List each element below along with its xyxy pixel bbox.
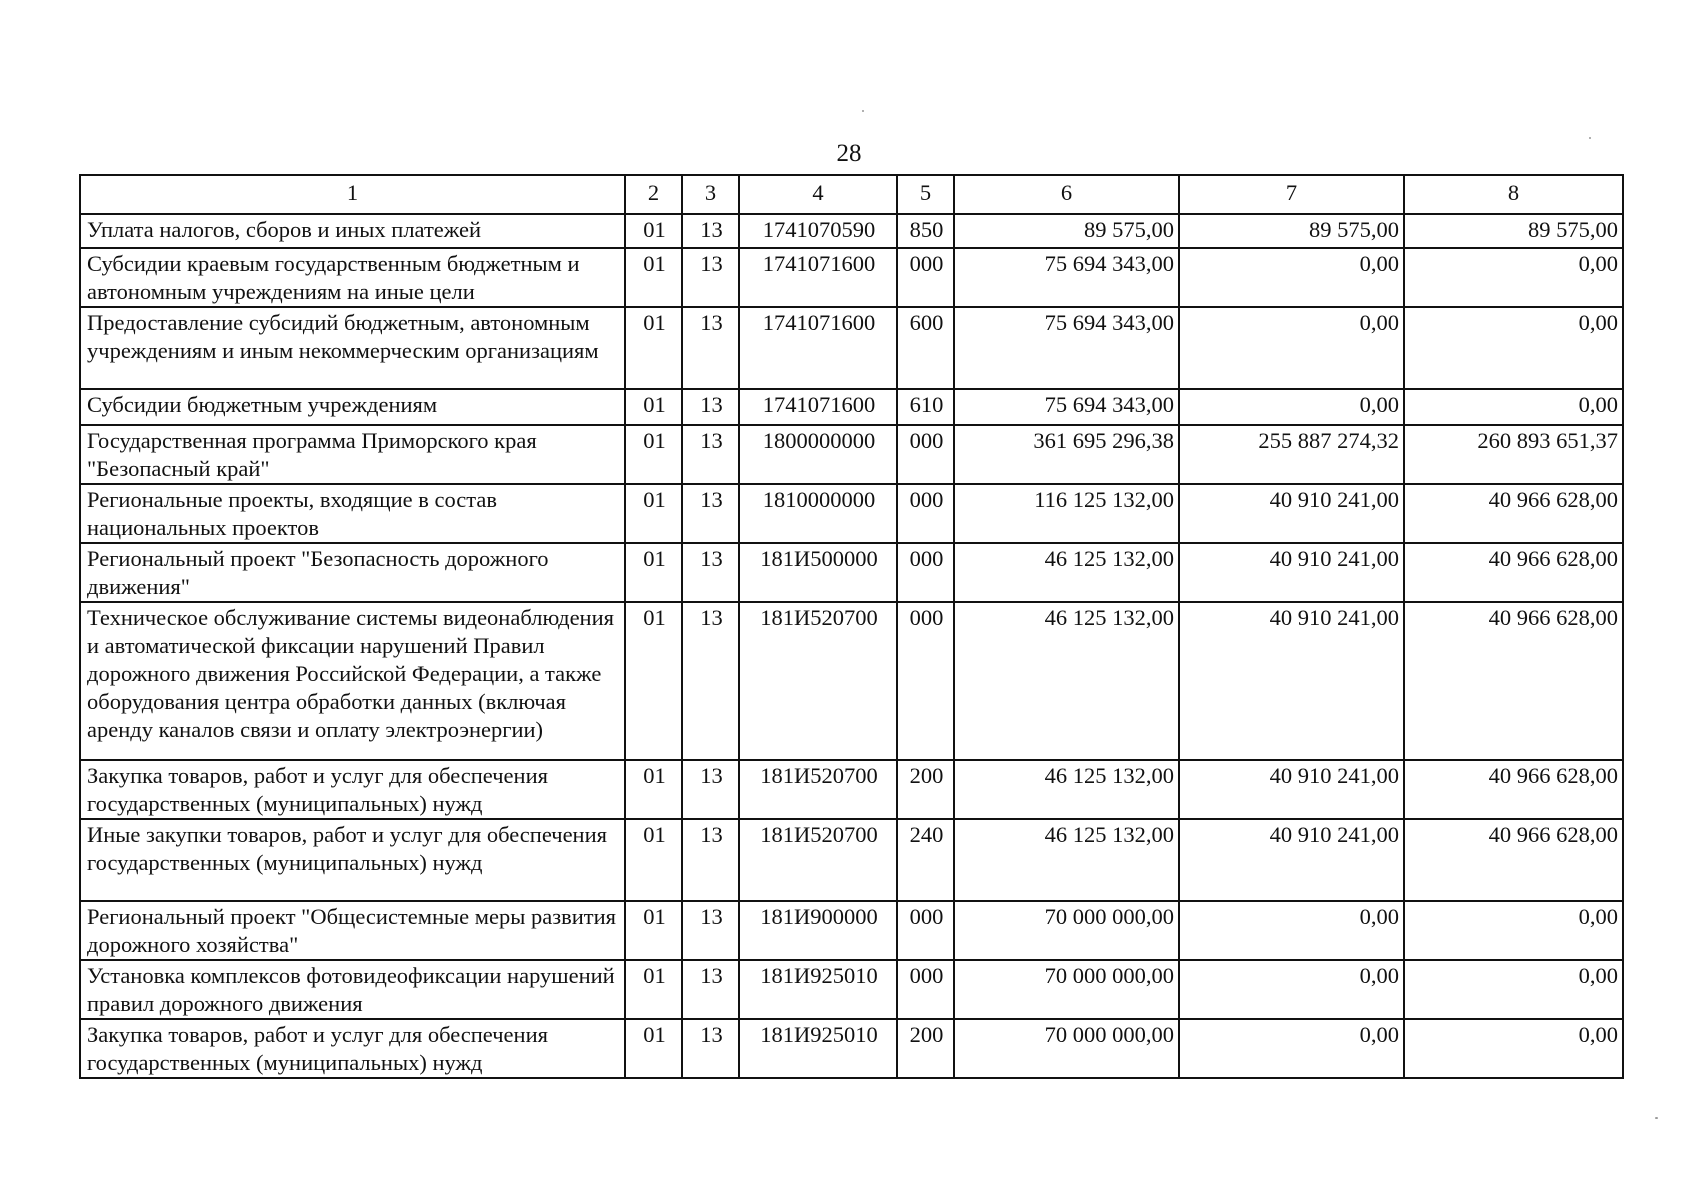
expense-type-cell: 600 bbox=[897, 307, 954, 389]
amount-col6-cell: 75 694 343,00 bbox=[954, 307, 1179, 389]
amount-col7-cell: 40 910 241,00 bbox=[1179, 819, 1404, 901]
amount-col8-cell: 40 966 628,00 bbox=[1404, 819, 1623, 901]
column-header: 6 bbox=[954, 175, 1179, 214]
subsection-code-cell: 13 bbox=[682, 214, 739, 248]
amount-col6-cell: 75 694 343,00 bbox=[954, 389, 1179, 425]
amount-col6-cell: 70 000 000,00 bbox=[954, 960, 1179, 1019]
section-code-cell: 01 bbox=[625, 214, 682, 248]
subsection-code-cell: 13 bbox=[682, 602, 739, 760]
table-row bbox=[80, 960, 1623, 1019]
section-code-cell: 01 bbox=[625, 1019, 682, 1078]
row-name-cell: Закупка товаров, работ и услуг для обеспечения государственных (муниципальных) нужд bbox=[80, 760, 625, 819]
expense-type-cell: 240 bbox=[897, 819, 954, 901]
row-name-cell: Техническое обслуживание системы видеонаблюдения и автоматической фиксации нарушений Правил дорожного движения Российской Федерации, а также оборудования центра обработки данных (включая аренду каналов связи и оплату электроэнергии) bbox=[80, 602, 625, 760]
amount-col8-cell: 0,00 bbox=[1404, 960, 1623, 1019]
subsection-code-cell: 13 bbox=[682, 960, 739, 1019]
row-name-cell: Региональные проекты, входящие в состав национальных проектов bbox=[80, 484, 625, 543]
amount-col6-cell: 46 125 132,00 bbox=[954, 760, 1179, 819]
table-row bbox=[80, 307, 1623, 389]
amount-col7-cell: 0,00 bbox=[1179, 248, 1404, 307]
subsection-code-cell: 13 bbox=[682, 1019, 739, 1078]
table-row bbox=[80, 901, 1623, 960]
section-code-cell: 01 bbox=[625, 307, 682, 389]
table-row bbox=[80, 248, 1623, 307]
page-number: 28 bbox=[836, 140, 862, 167]
subsection-code-cell: 13 bbox=[682, 543, 739, 602]
table-row bbox=[80, 484, 1623, 543]
target-article-cell: 1741071600 bbox=[739, 389, 897, 425]
subsection-code-cell: 13 bbox=[682, 819, 739, 901]
column-header: 8 bbox=[1404, 175, 1623, 214]
expense-type-cell: 000 bbox=[897, 484, 954, 543]
amount-col7-cell: 40 910 241,00 bbox=[1179, 760, 1404, 819]
table-row bbox=[80, 425, 1623, 484]
subsection-code-cell: 13 bbox=[682, 901, 739, 960]
target-article-cell: 181И520700 bbox=[739, 760, 897, 819]
table-row bbox=[80, 602, 1623, 760]
target-article-cell: 1810000000 bbox=[739, 484, 897, 543]
row-name-cell: Региональный проект "Безопасность дорожного движения" bbox=[80, 543, 625, 602]
row-name-cell: Региональный проект "Общесистемные меры развития дорожного хозяйства" bbox=[80, 901, 625, 960]
amount-col8-cell: 40 966 628,00 bbox=[1404, 484, 1623, 543]
amount-col8-cell: 89 575,00 bbox=[1404, 214, 1623, 248]
section-code-cell: 01 bbox=[625, 425, 682, 484]
expense-type-cell: 200 bbox=[897, 1019, 954, 1078]
amount-col8-cell: 40 966 628,00 bbox=[1404, 602, 1623, 760]
target-article-cell: 1741071600 bbox=[739, 307, 897, 389]
row-name-cell: Государственная программа Приморского края "Безопасный край" bbox=[80, 425, 625, 484]
column-header: 3 bbox=[682, 175, 739, 214]
amount-col8-cell: 0,00 bbox=[1404, 307, 1623, 389]
amount-col6-cell: 46 125 132,00 bbox=[954, 543, 1179, 602]
column-header: 5 bbox=[897, 175, 954, 214]
target-article-cell: 181И925010 bbox=[739, 960, 897, 1019]
subsection-code-cell: 13 bbox=[682, 307, 739, 389]
amount-col6-cell: 70 000 000,00 bbox=[954, 901, 1179, 960]
column-header: 1 bbox=[80, 175, 625, 214]
expense-type-cell: 610 bbox=[897, 389, 954, 425]
expense-type-cell: 850 bbox=[897, 214, 954, 248]
row-name-cell: Иные закупки товаров, работ и услуг для обеспечения государственных (муниципальных) нужд bbox=[80, 819, 625, 901]
amount-col6-cell: 361 695 296,38 bbox=[954, 425, 1179, 484]
expense-type-cell: 200 bbox=[897, 760, 954, 819]
row-name-cell: Субсидии бюджетным учреждениям bbox=[80, 389, 625, 425]
section-code-cell: 01 bbox=[625, 602, 682, 760]
section-code-cell: 01 bbox=[625, 543, 682, 602]
expense-type-cell: 000 bbox=[897, 543, 954, 602]
target-article-cell: 181И925010 bbox=[739, 1019, 897, 1078]
table-row bbox=[80, 389, 1623, 425]
amount-col8-cell: 0,00 bbox=[1404, 1019, 1623, 1078]
table-row bbox=[80, 214, 1623, 248]
table-row bbox=[80, 543, 1623, 602]
row-name-cell: Субсидии краевым государственным бюджетным и автономным учреждениям на иные цели bbox=[80, 248, 625, 307]
amount-col8-cell: 40 966 628,00 bbox=[1404, 543, 1623, 602]
amount-col7-cell: 0,00 bbox=[1179, 389, 1404, 425]
section-code-cell: 01 bbox=[625, 901, 682, 960]
expense-type-cell: 000 bbox=[897, 960, 954, 1019]
row-name-cell: Предоставление субсидий бюджетным, автономным учреждениям и иным некоммерческим организациям bbox=[80, 307, 625, 389]
amount-col6-cell: 46 125 132,00 bbox=[954, 602, 1179, 760]
amount-col7-cell: 40 910 241,00 bbox=[1179, 602, 1404, 760]
section-code-cell: 01 bbox=[625, 484, 682, 543]
row-name-cell: Установка комплексов фотовидеофиксации нарушений правил дорожного движения bbox=[80, 960, 625, 1019]
section-code-cell: 01 bbox=[625, 760, 682, 819]
target-article-cell: 1741071600 bbox=[739, 248, 897, 307]
expense-type-cell: 000 bbox=[897, 602, 954, 760]
amount-col8-cell: 0,00 bbox=[1404, 389, 1623, 425]
scan-speck bbox=[1589, 137, 1591, 139]
expense-type-cell: 000 bbox=[897, 901, 954, 960]
subsection-code-cell: 13 bbox=[682, 248, 739, 307]
scan-speck bbox=[1655, 1117, 1658, 1119]
column-header: 7 bbox=[1179, 175, 1404, 214]
amount-col7-cell: 40 910 241,00 bbox=[1179, 543, 1404, 602]
amount-col7-cell: 0,00 bbox=[1179, 1019, 1404, 1078]
amount-col6-cell: 116 125 132,00 bbox=[954, 484, 1179, 543]
subsection-code-cell: 13 bbox=[682, 425, 739, 484]
amount-col8-cell: 0,00 bbox=[1404, 901, 1623, 960]
amount-col8-cell: 0,00 bbox=[1404, 248, 1623, 307]
amount-col6-cell: 46 125 132,00 bbox=[954, 819, 1179, 901]
amount-col6-cell: 89 575,00 bbox=[954, 214, 1179, 248]
amount-col8-cell: 40 966 628,00 bbox=[1404, 760, 1623, 819]
section-code-cell: 01 bbox=[625, 389, 682, 425]
budget-table bbox=[79, 174, 1624, 1079]
target-article-cell: 1800000000 bbox=[739, 425, 897, 484]
amount-col6-cell: 75 694 343,00 bbox=[954, 248, 1179, 307]
expense-type-cell: 000 bbox=[897, 425, 954, 484]
table-row bbox=[80, 819, 1623, 901]
amount-col7-cell: 0,00 bbox=[1179, 307, 1404, 389]
section-code-cell: 01 bbox=[625, 248, 682, 307]
amount-col7-cell: 0,00 bbox=[1179, 901, 1404, 960]
target-article-cell: 181И520700 bbox=[739, 819, 897, 901]
subsection-code-cell: 13 bbox=[682, 760, 739, 819]
amount-col7-cell: 255 887 274,32 bbox=[1179, 425, 1404, 484]
target-article-cell: 181И520700 bbox=[739, 602, 897, 760]
target-article-cell: 181И500000 bbox=[739, 543, 897, 602]
table-row bbox=[80, 760, 1623, 819]
column-header: 4 bbox=[739, 175, 897, 214]
section-code-cell: 01 bbox=[625, 819, 682, 901]
row-name-cell: Закупка товаров, работ и услуг для обеспечения государственных (муниципальных) нужд bbox=[80, 1019, 625, 1078]
amount-col6-cell: 70 000 000,00 bbox=[954, 1019, 1179, 1078]
amount-col7-cell: 0,00 bbox=[1179, 960, 1404, 1019]
header-row bbox=[80, 175, 1623, 214]
target-article-cell: 181И900000 bbox=[739, 901, 897, 960]
target-article-cell: 1741070590 bbox=[739, 214, 897, 248]
column-header: 2 bbox=[625, 175, 682, 214]
amount-col8-cell: 260 893 651,37 bbox=[1404, 425, 1623, 484]
section-code-cell: 01 bbox=[625, 960, 682, 1019]
subsection-code-cell: 13 bbox=[682, 389, 739, 425]
amount-col7-cell: 40 910 241,00 bbox=[1179, 484, 1404, 543]
amount-col7-cell: 89 575,00 bbox=[1179, 214, 1404, 248]
table-row bbox=[80, 1019, 1623, 1078]
subsection-code-cell: 13 bbox=[682, 484, 739, 543]
row-name-cell: Уплата налогов, сборов и иных платежей bbox=[80, 214, 625, 248]
expense-type-cell: 000 bbox=[897, 248, 954, 307]
scan-speck bbox=[862, 110, 864, 112]
